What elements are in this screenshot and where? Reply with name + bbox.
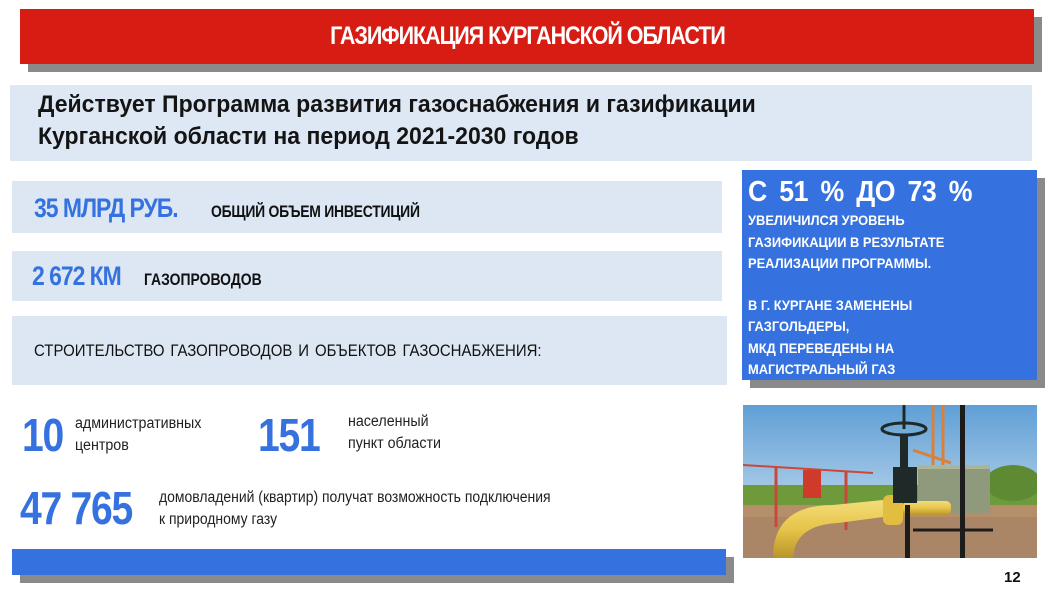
stat-value: 151	[258, 409, 320, 461]
page-number: 12	[1004, 569, 1021, 586]
highlight-para1-line2: ГАЗИФИКАЦИИ В РЕЗУЛЬТАТЕ	[748, 233, 945, 250]
highlight-para2-line4: МАГИСТРАЛЬНЫЙ ГАЗ	[748, 361, 896, 377]
stat-desc-line2: пункт области	[348, 435, 441, 452]
program-line-2: Курганской области на период 2021-2030 годов	[38, 123, 579, 150]
stat-desc-line1: населенный	[348, 413, 429, 430]
stat-desc-line2: центров	[75, 437, 129, 454]
highlight-para2-line2: ГАЗГОЛЬДЕРЫ,	[748, 318, 850, 334]
pipelines-value: 2 672 КМ	[32, 261, 121, 291]
gas-pipeline-photo	[743, 405, 1037, 558]
stat-value: 47 765	[20, 482, 132, 534]
stat-desc-line2: к природному газу	[159, 511, 278, 528]
stat-desc-line1: административных	[75, 415, 202, 432]
pipelines-label: ГАЗОПРОВОДОВ	[144, 270, 263, 289]
investments-label: ОБЩИЙ ОБЪЕМ ИНВЕСТИЦИЙ	[210, 202, 420, 221]
program-line-1: Действует Программа развития газоснабжения и газификации	[38, 91, 756, 118]
slide-title: ГАЗИФИКАЦИЯ КУРГАНСКОЙ ОБЛАСТИ	[329, 22, 725, 50]
title-bar	[20, 9, 1034, 64]
highlight-box	[742, 170, 1037, 380]
highlight-headline: С 51 % ДО 73 %	[748, 176, 973, 208]
highlight-para2-line1: В Г. КУРГАНЕ ЗАМЕНЕНЫ	[748, 296, 913, 313]
program-box	[10, 85, 1032, 161]
bottom-accent-bar	[12, 549, 726, 575]
stat-value: 10	[22, 409, 63, 461]
stat-desc-line1: домовладений (квартир) получат возможность подключения	[159, 489, 551, 506]
pipelines-box	[12, 251, 722, 301]
investments-value: 35 МЛРД РУБ.	[34, 193, 178, 223]
construction-box	[12, 316, 727, 385]
investments-box	[12, 181, 722, 233]
construction-label: СТРОИТЕЛЬСТВО ГАЗОПРОВОДОВ И ОБЪЕКТОВ ГАЗОСНАБЖЕНИЯ:	[34, 341, 542, 360]
highlight-para1-line3: РЕАЛИЗАЦИИ ПРОГРАММЫ.	[748, 255, 932, 271]
highlight-para1-line1: УВЕЛИЧИЛСЯ УРОВЕНЬ	[748, 212, 905, 228]
highlight-para2-line3: МКД ПЕРЕВЕДЕНЫ НА	[748, 339, 895, 356]
